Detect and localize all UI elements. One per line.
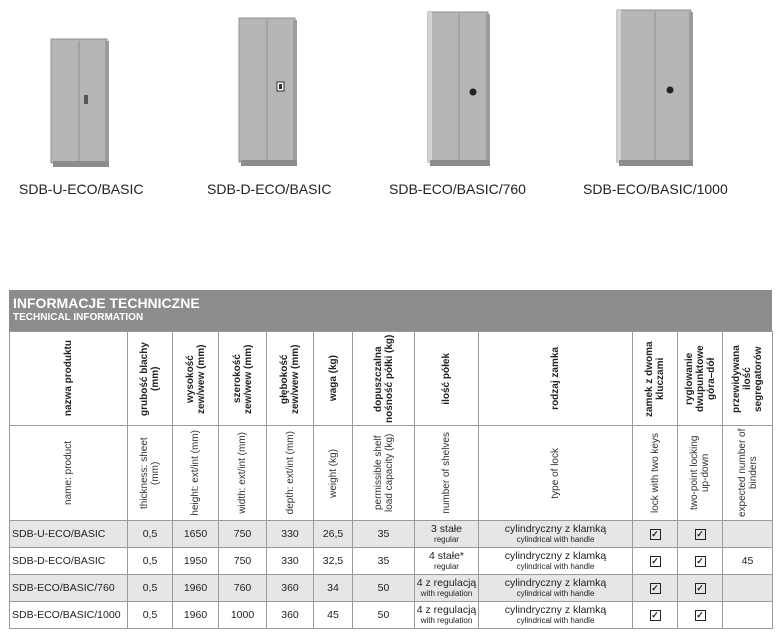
- cell-weight: 32,5: [314, 548, 353, 575]
- cell-two-keys: [633, 548, 678, 575]
- header-row-pl: [10, 332, 773, 426]
- header-cell: zamek z dwoma kluczami: [633, 332, 678, 426]
- product-name: SDB-U-ECO/BASIC: [19, 181, 144, 197]
- cell-shelves: 4 stałe* regular: [415, 548, 479, 575]
- cell-lock: cylindryczny z klamką cylindrical with handle: [479, 521, 633, 548]
- table-title-pl: INFORMACJE TECHNICZNE: [13, 295, 200, 311]
- cell-load: 50: [353, 602, 415, 629]
- header-cell: grubość blachy (mm): [128, 332, 173, 426]
- cell-width: 1000: [219, 602, 267, 629]
- cell-width: 760: [219, 575, 267, 602]
- header-cell: ilość półek: [415, 332, 479, 426]
- cell-binders: 45: [723, 548, 773, 575]
- table-row: [10, 548, 773, 575]
- header-cell: głębokość zew/wew (mm): [267, 332, 314, 426]
- cell-weight: 45: [314, 602, 353, 629]
- cell-depth: 360: [267, 575, 314, 602]
- table-row: [10, 575, 773, 602]
- cell-thickness: 0,5: [128, 521, 173, 548]
- cell-binders: [723, 521, 773, 548]
- cell-two-keys: [633, 602, 678, 629]
- cell-height: 1960: [173, 575, 219, 602]
- table-row: [10, 602, 773, 629]
- cell-load: 35: [353, 548, 415, 575]
- cell-binders: [723, 602, 773, 629]
- spec-table: [9, 331, 773, 629]
- cell-depth: 330: [267, 548, 314, 575]
- cabinet-image: [615, 8, 695, 168]
- product-name: SDB-ECO/BASIC/1000: [583, 181, 728, 197]
- header-cell-en: expected number of binders: [723, 426, 773, 521]
- header-cell-en: number of shelves: [415, 426, 479, 521]
- table-title-bar: [9, 290, 772, 331]
- technical-information-table: [9, 290, 772, 629]
- cell-two-point: [678, 521, 723, 548]
- cabinet-image: [426, 10, 492, 168]
- cell-name: SDB-D-ECO/BASIC: [10, 548, 128, 575]
- cell-load: 50: [353, 575, 415, 602]
- cell-two-point: [678, 575, 723, 602]
- checkbox-checked-icon: ✓: [696, 529, 704, 539]
- header-cell: dopuszczalna nośność półki (kg): [353, 332, 415, 426]
- product-name: SDB-D-ECO/BASIC: [207, 181, 332, 197]
- cell-shelves: 3 stałe regular: [415, 521, 479, 548]
- cell-width: 750: [219, 548, 267, 575]
- header-cell-en: lock with two keys: [633, 426, 678, 521]
- header-cell: nazwa produktu: [10, 332, 128, 426]
- checkbox-checked-icon: ✓: [696, 610, 704, 620]
- cell-load: 35: [353, 521, 415, 548]
- header-cell: przewidywana ilość segregatorów: [723, 332, 773, 426]
- header-cell-en: name: product: [10, 426, 128, 521]
- cell-two-keys: [633, 575, 678, 602]
- cabinet-image: [49, 37, 111, 169]
- cell-lock: cylindryczny z klamką cylindrical with handle: [479, 548, 633, 575]
- header-cell: waga (kg): [314, 332, 353, 426]
- header-cell-en: weight (kg): [314, 426, 353, 521]
- cell-height: 1960: [173, 602, 219, 629]
- header-row-en: [10, 426, 773, 521]
- header-cell-en: width: ext/int (mm): [219, 426, 267, 521]
- header-cell: szerokość zew/wew (mm): [219, 332, 267, 426]
- checkbox-checked-icon: ✓: [651, 529, 659, 539]
- cell-name: SDB-ECO/BASIC/1000: [10, 602, 128, 629]
- cell-two-keys: [633, 521, 678, 548]
- cell-weight: 26,5: [314, 521, 353, 548]
- cell-thickness: 0,5: [128, 548, 173, 575]
- cell-name: SDB-ECO/BASIC/760: [10, 575, 128, 602]
- table-row: [10, 521, 773, 548]
- header-cell-en: height: ext/int (mm): [173, 426, 219, 521]
- cell-width: 750: [219, 521, 267, 548]
- cell-weight: 34: [314, 575, 353, 602]
- header-cell-en: thickness: sheet (mm): [128, 426, 173, 521]
- cell-height: 1650: [173, 521, 219, 548]
- header-cell-en: permissible shelf load capacity (kg): [353, 426, 415, 521]
- header-cell-en: two-point locking up-down: [678, 426, 723, 521]
- cell-depth: 360: [267, 602, 314, 629]
- cell-thickness: 0,5: [128, 575, 173, 602]
- cell-binders: [723, 575, 773, 602]
- product-name: SDB-ECO/BASIC/760: [389, 181, 526, 197]
- checkbox-checked-icon: ✓: [651, 583, 659, 593]
- cell-two-point: [678, 548, 723, 575]
- cell-lock: cylindryczny z klamką cylindrical with handle: [479, 602, 633, 629]
- cell-height: 1950: [173, 548, 219, 575]
- cell-shelves: 4 z regulacją with regulation: [415, 602, 479, 629]
- checkbox-checked-icon: ✓: [651, 556, 659, 566]
- cell-two-point: [678, 602, 723, 629]
- cell-name: SDB-U-ECO/BASIC: [10, 521, 128, 548]
- cell-lock: cylindryczny z klamką cylindrical with handle: [479, 575, 633, 602]
- checkbox-checked-icon: ✓: [651, 610, 659, 620]
- table-title-en: TECHNICAL INFORMATION: [13, 312, 144, 323]
- cabinet-image: [237, 16, 299, 168]
- header-cell: ryglowanie dwupunktowe góra–dół: [678, 332, 723, 426]
- header-cell: rodzaj zamka: [479, 332, 633, 426]
- header-cell-en: depth: ext/int (mm): [267, 426, 314, 521]
- cell-thickness: 0,5: [128, 602, 173, 629]
- checkbox-checked-icon: ✓: [696, 556, 704, 566]
- header-cell-en: type of lock: [479, 426, 633, 521]
- cell-depth: 330: [267, 521, 314, 548]
- cell-shelves: 4 z regulacją with regulation: [415, 575, 479, 602]
- header-cell: wysokość zew/wew (mm): [173, 332, 219, 426]
- checkbox-checked-icon: ✓: [696, 583, 704, 593]
